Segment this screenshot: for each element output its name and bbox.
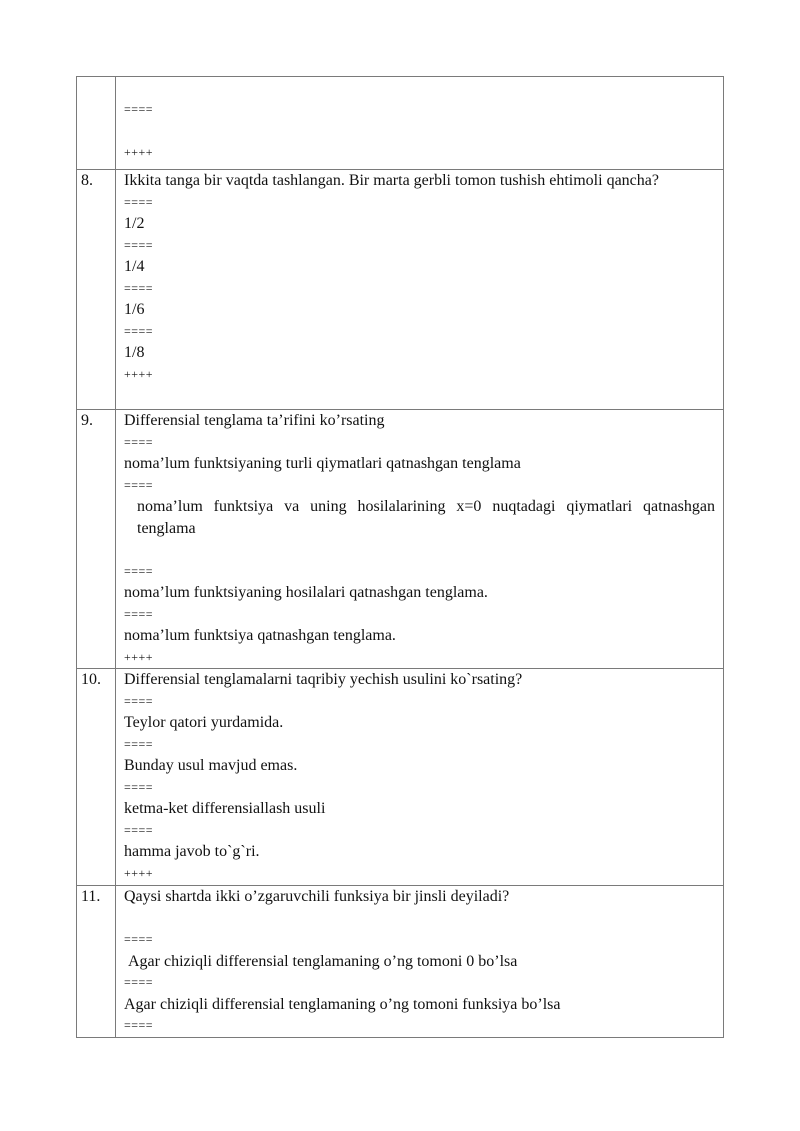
- table-row-q9: [77, 410, 724, 669]
- separator: ====: [124, 693, 154, 708]
- separator: ====: [124, 975, 154, 989]
- test-questions-table: [76, 76, 724, 1038]
- content-cell: [116, 77, 724, 170]
- answer-option: Agar chiziqli differensial tenglamaning o’ng tomoni funksiya bo’lsa: [124, 995, 561, 1013]
- table-row-q11: [77, 886, 724, 1038]
- end-marker: ++++: [124, 366, 154, 381]
- question-text: Differensial tenglamalarni taqribiy yechish usulini ko`rsating?: [124, 671, 523, 688]
- question-text: Differensial tenglama ta’rifini ko’rsating: [124, 412, 385, 429]
- content-cell: [116, 170, 724, 410]
- separator: ====: [124, 477, 154, 492]
- question-number: 8.: [81, 172, 93, 189]
- content-cell: [116, 669, 724, 886]
- separator: ====: [124, 434, 154, 449]
- answer-option: 1/2: [124, 215, 145, 232]
- number-cell: [77, 170, 116, 410]
- end-marker: ++++: [124, 144, 154, 159]
- separator: ====: [124, 779, 154, 794]
- answer-option: noma’lum funktsiya qatnashgan tenglama.: [124, 627, 396, 644]
- separator: ====: [124, 280, 154, 295]
- number-cell: [77, 77, 116, 170]
- separator: ====: [124, 323, 154, 338]
- separator: ====: [124, 237, 154, 252]
- separator: ====: [124, 606, 154, 621]
- answer-option: noma’lum funktsiya va uning hosilalarining x=0 nuqtadagi qiymatlari qatnashgan tenglama: [137, 498, 715, 537]
- table-row-q7-tail: [77, 77, 724, 170]
- question-number: 9.: [81, 412, 93, 429]
- answer-option: 1/4: [124, 258, 145, 275]
- number-cell: [77, 410, 116, 669]
- question-number: 11.: [81, 888, 101, 905]
- answer-option: Bunday usul mavjud emas.: [124, 757, 298, 774]
- answer-option: noma’lum funktsiyaning hosilalari qatnashgan tenglama.: [124, 584, 488, 601]
- answer-option: Teylor qatori yurdamida.: [124, 714, 284, 731]
- separator: ====: [124, 1018, 154, 1032]
- separator: ====: [124, 932, 154, 946]
- separator: ====: [124, 101, 154, 116]
- table-row-q8: [77, 170, 724, 410]
- question-text: Ikkita tanga bir vaqtda tashlangan. Bir marta gerbli tomon tushish ehtimoli qancha?: [124, 172, 659, 189]
- answer-option: 1/6: [124, 301, 145, 318]
- answer-option: 1/8: [124, 344, 145, 361]
- end-marker: ++++: [124, 649, 154, 664]
- content-cell: [116, 886, 724, 1038]
- answer-option: noma’lum funktsiyaning turli qiymatlari qatnashgan tenglama: [124, 455, 521, 472]
- answer-option: hamma javob to`g`ri.: [124, 843, 260, 860]
- separator: ====: [124, 194, 154, 209]
- answer-option: Agar chiziqli differensial tenglamaning o’ng tomoni 0 bo’lsa: [128, 952, 518, 970]
- separator: ====: [124, 563, 154, 578]
- number-cell: [77, 886, 116, 1038]
- content-cell: [116, 410, 724, 669]
- end-marker: ++++: [124, 865, 154, 880]
- question-number: 10.: [81, 671, 101, 688]
- question-text: Qaysi shartda ikki o’zgaruvchili funksiya bir jinsli deyiladi?: [124, 888, 510, 905]
- separator: ====: [124, 736, 154, 751]
- number-cell: [77, 669, 116, 886]
- separator: ====: [124, 822, 154, 837]
- table-row-q10: [77, 669, 724, 886]
- answer-option: ketma-ket differensiallash usuli: [124, 800, 326, 817]
